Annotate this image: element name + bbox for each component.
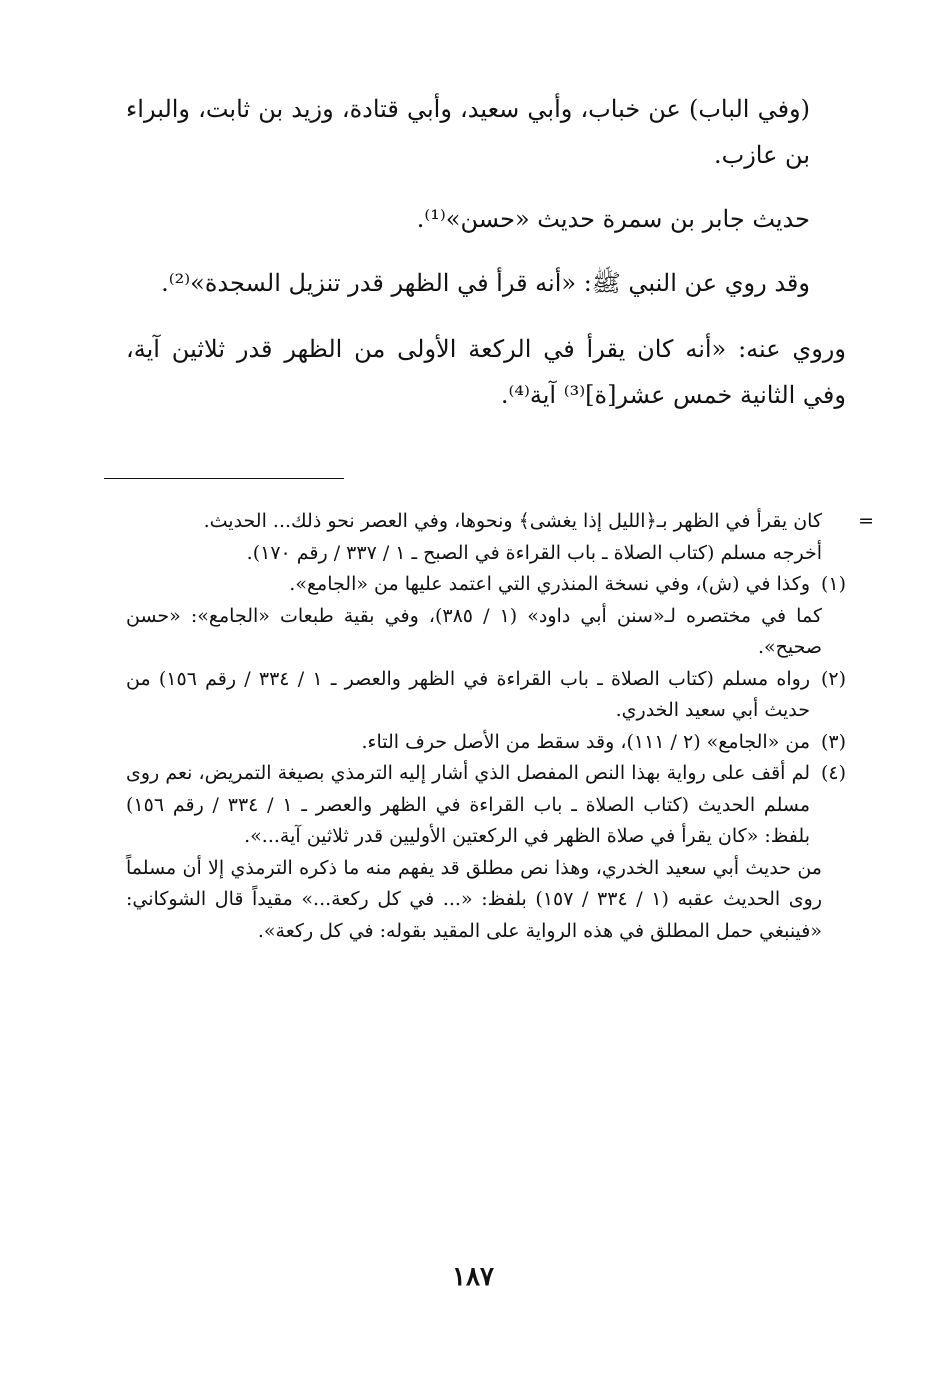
footnote-3-number: (٣): [820, 730, 846, 753]
footnotes: [126, 506, 874, 947]
footnote-2-number: (٢): [820, 667, 846, 690]
footnote-4: [126, 758, 846, 853]
footnote-2-text: رواه مسلم (كتاب الصلاة ـ باب القراءة في الظهر والعصر ـ ١ / ٣٣٤ / رقم ١٥٦) من حديث أبي سعيد الخدري.: [126, 667, 810, 721]
footnote-2: [126, 664, 846, 727]
footnote-4-number: (٤): [820, 762, 846, 784]
continuation-marker: =: [858, 510, 874, 532]
paragraph-thirty-verses: وروي عنه: «أنه كان يقرأ في الركعة الأولى من الظهر قدر ثلاثين آية، وفي الثانية خمس عشر[ة]⁽³⁾ آية⁽⁴⁾.: [126, 335, 846, 409]
footnote-continuation: [126, 506, 874, 538]
footnote-4-text: لم أقف على رواية بهذا النص المفصل الذي أشار إليه الترمذي بصيغة التمريض، نعم روى مسلم الحديث (كتاب الصلاة ـ باب القراءة في الظهر والعصر ـ ١ / ٣٣٤ / رقم ١٥٦) بلفظ: «كان يقرأ في صلاة الظهر في الركعتين الأوليين قدر ثلاثين آية...».: [126, 762, 810, 847]
footnote-1-continued: كما في مختصره لـ«سنن أبي داود» (١ / ٣٨٥)، وفي بقية طبعات «الجامع»: «حسن صحيح».: [126, 604, 822, 658]
footnote-continuation-source: أخرجه مسلم (كتاب الصلاة ـ باب القراءة في الصبح ـ ١ / ٣٣٧ / رقم ١٧٠).: [246, 541, 822, 564]
footnote-3: [126, 727, 846, 759]
continuation-text: كان يقرأ في الظهر بـ﴿الليل إذا يغشى﴾ ونحوها، وفي العصر نحو ذلك... الحديث.: [203, 510, 822, 532]
footnote-1: [126, 569, 846, 601]
footnote-4-continued: من حديث أبي سعيد الخدري، وهذا نص مطلق قد يفهم منه ما ذكره الترمذي إلا أن مسلماً روى الحديث عقبه (١ / ٣٣٤ / ١٥٧) بلفظ: «... في كل ركعة...» مقيداً قال الشوكاني: «فينبغي حمل المطلق في هذه الرواية على المقيد بقوله: في كل ركعة».: [126, 856, 823, 942]
footnote-separator: [104, 478, 344, 479]
footnote-3-text: من «الجامع» (٢ / ١١١)، وقد سقط من الأصل حرف التاء.: [361, 730, 810, 753]
page-number: ١٨٧: [452, 1262, 494, 1292]
paragraph-chapter-narrators: (وفي الباب) عن خباب، وأبي سعيد، وأبي قتادة، وزيد بن ثابت، والبراء بن عازب.: [126, 95, 811, 169]
paragraph-hadith-grade: حديث جابر بن سمرة حديث «حسن»⁽¹⁾.: [416, 205, 810, 233]
paragraph-sajda-narration: وقد روي عن النبي ﷺ: «أنه قرأ في الظهر قدر تنزيل السجدة»⁽²⁾.: [161, 269, 810, 297]
main-text: [126, 86, 846, 418]
footnote-1-text: وكذا في (ش)، وفي نسخة المنذري التي اعتمد عليها من «الجامع».: [289, 573, 810, 595]
footnote-1-number: (١): [820, 573, 846, 595]
